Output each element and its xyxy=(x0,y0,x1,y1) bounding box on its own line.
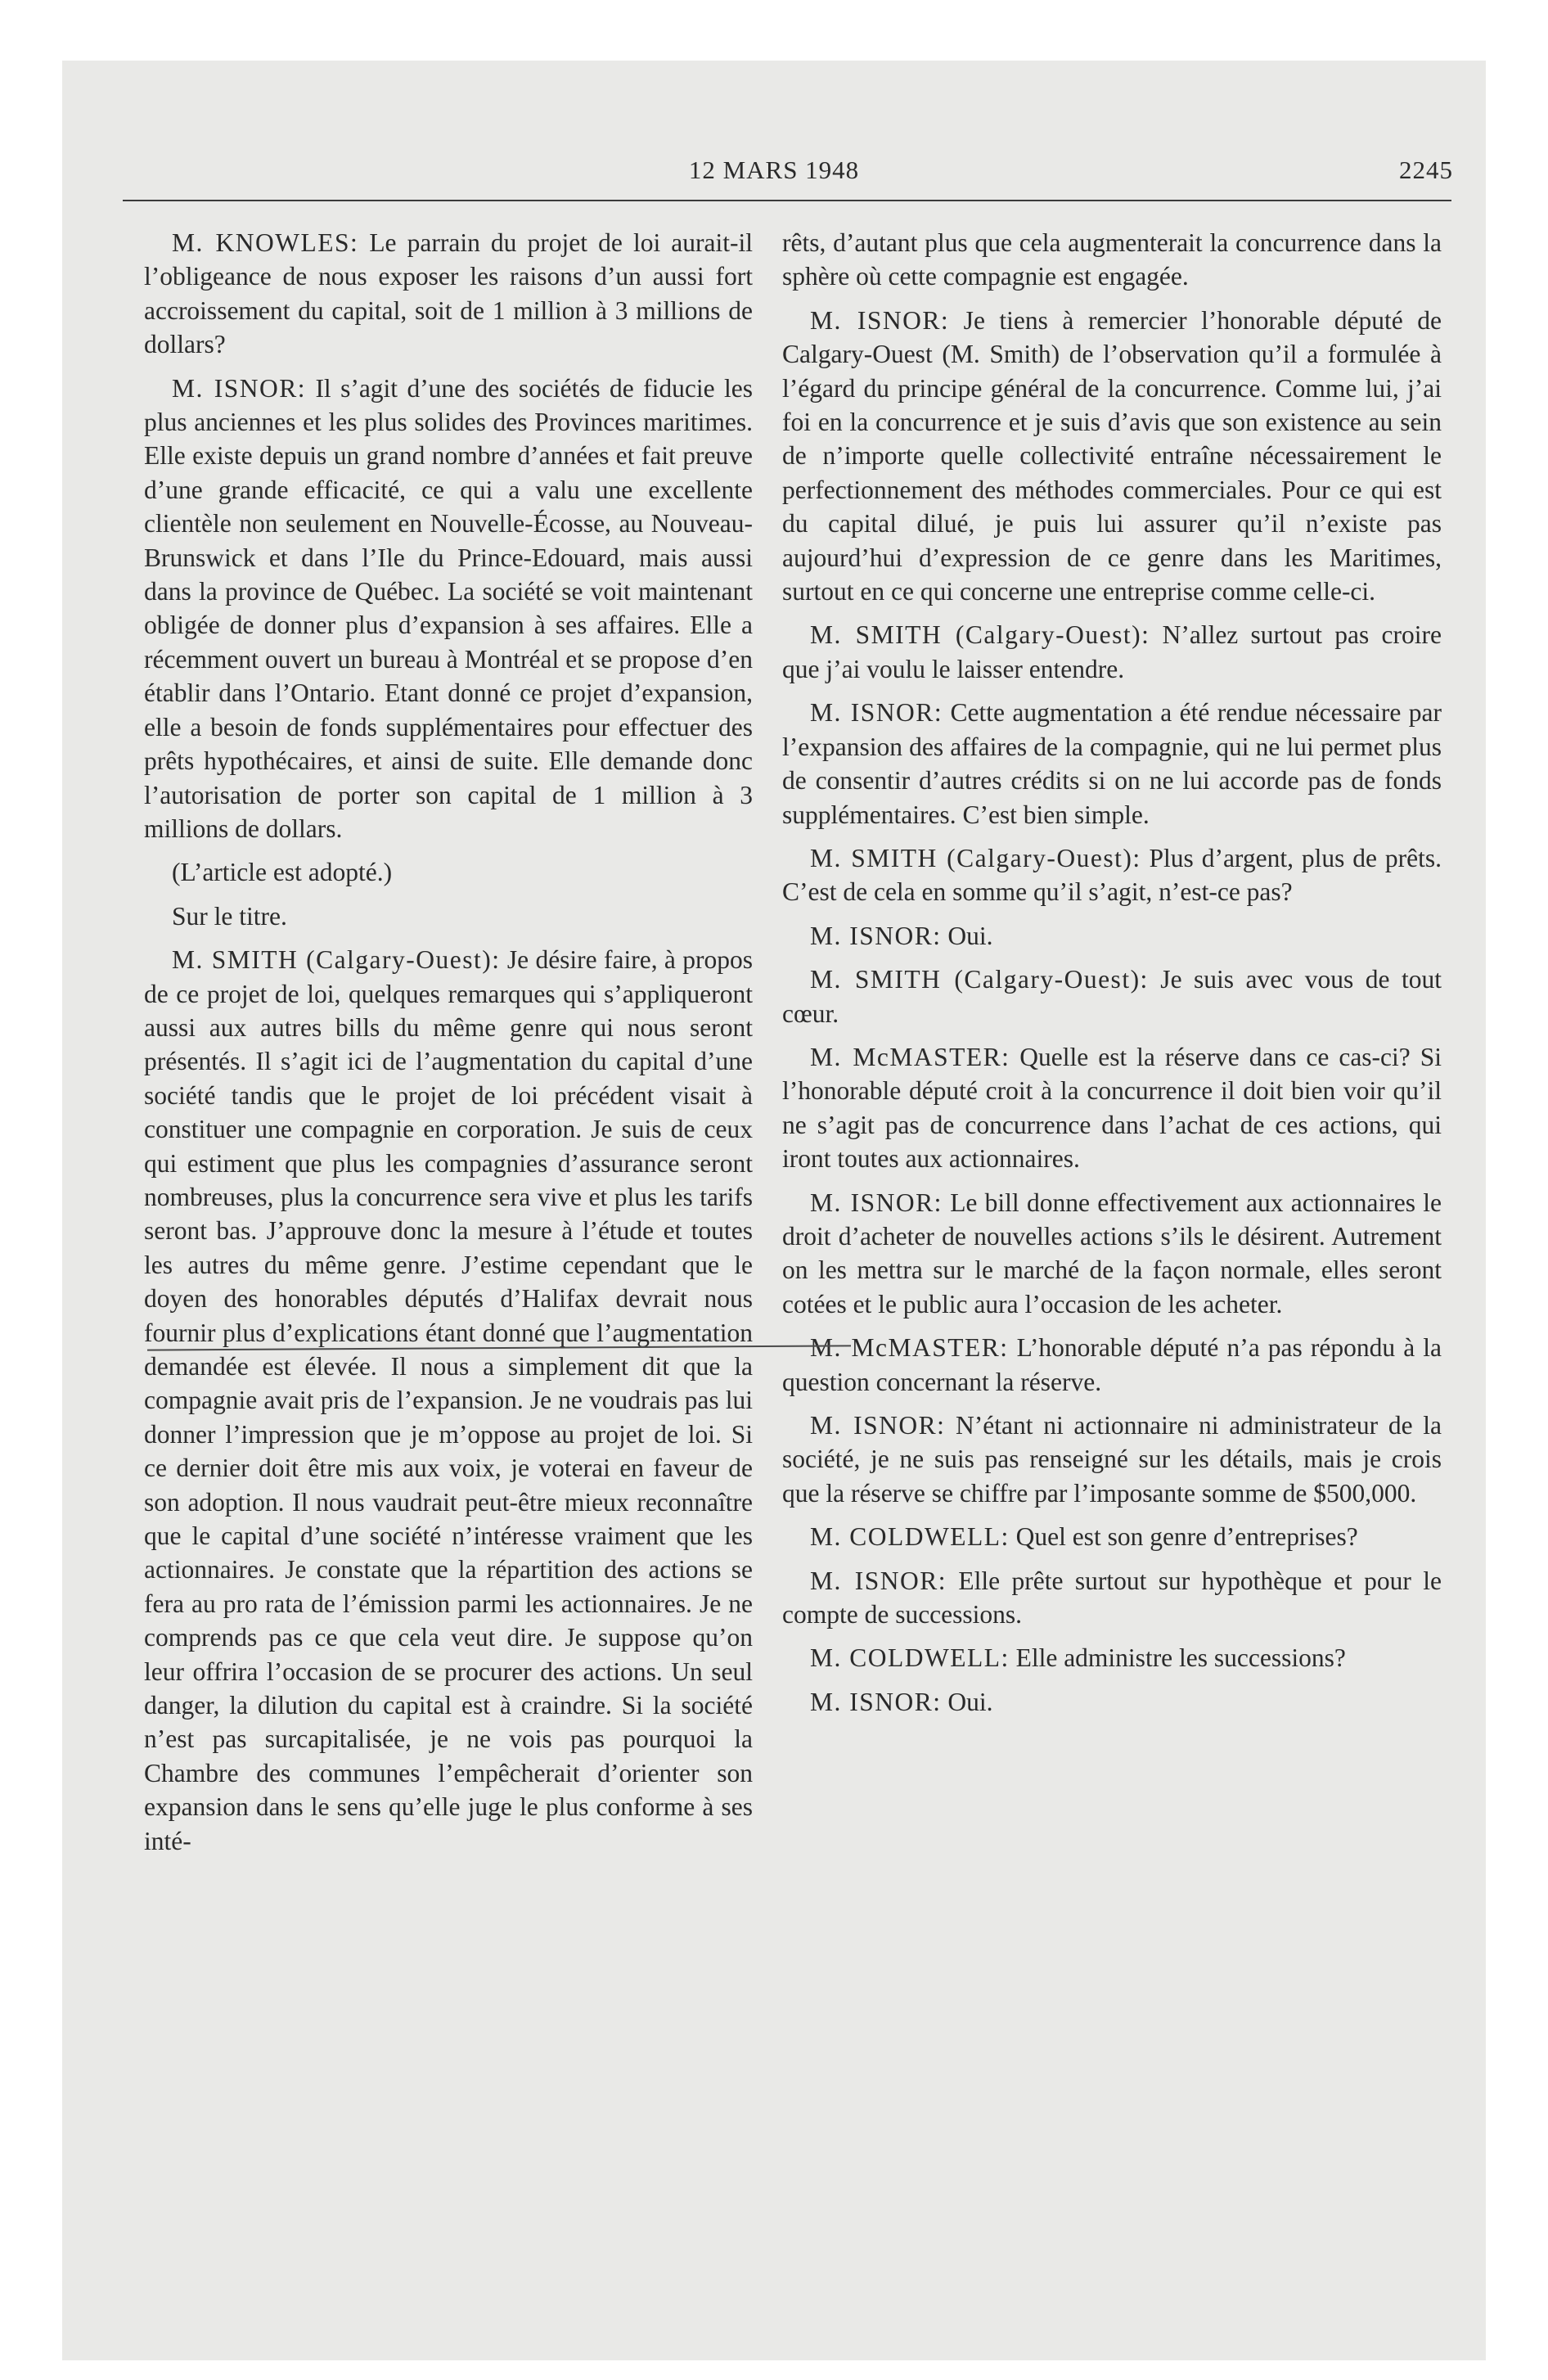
paragraph-text: Quelle est la réserve dans ce cas-ci? Si l’honorable député croit à la concurrence il doit bien voir qu’il ne s’agit pas de concurrence dans l’achat de ces actions, qui iront toutes aux actionnaires. xyxy=(782,1042,1442,1174)
header-rule xyxy=(123,200,1451,201)
paragraph xyxy=(144,943,753,1858)
speaker-name: M. SMITH (Calgary-Ouest): xyxy=(810,843,1141,872)
paragraph xyxy=(782,1685,1442,1719)
speaker-name: M. ISNOR: xyxy=(810,1411,946,1440)
paragraph xyxy=(782,1520,1442,1553)
paragraph-text: Il s’agit d’une des sociétés de fiducie les plus anciennes et les plus solides des Provinces maritimes. Elle existe depuis un grand nombre d’années et fait preuve d’une grande efficacité, ce qui a valu une excellente clientèle non seulement en Nouvelle-Écosse, au Nouveau-Brunswick et dans l’Ile du Prince-Edouard, mais aussi dans la province de Québec. La société se voit maintenant obligée de donner plus d’expansion à ses affaires. Elle a récemment ouvert un bureau à Montréal et se propose d’en établir dans l’Ontario. Etant donné ce projet d’expansion, elle a besoin de fonds supplémentaires pour effectuer des prêts hypothécaires, et ainsi de suite. Elle demande donc l’autorisation de porter son capital de 1 million à 3 millions de dollars. xyxy=(144,373,753,843)
paragraph xyxy=(782,1186,1442,1322)
paragraph-text: Sur le titre. xyxy=(172,901,287,931)
paragraph xyxy=(782,1331,1442,1399)
speaker-name: M. COLDWELL: xyxy=(810,1643,1010,1673)
paragraph-text: N’étant ni actionnaire ni administrateur de la société, je ne suis pas renseigné sur les détails, mais je crois que la réserve se chiffre par l’imposante somme de $500,000. xyxy=(782,1411,1442,1508)
paragraph-text: Je suis avec vous de tout cœur. xyxy=(782,965,1442,1028)
paragraph xyxy=(782,1564,1442,1632)
paragraph xyxy=(782,841,1442,909)
speaker-name: M. ISNOR: xyxy=(810,921,942,950)
speaker-name: M. SMITH (Calgary-Ouest): xyxy=(810,965,1149,994)
paragraph xyxy=(782,919,1442,953)
speaker-name: M. McMASTER: xyxy=(810,1333,1009,1363)
paragraph-text: Je désire faire, à propos de ce projet de loi, quelques remarques qui s’appliqueront aussi aux autres bills du même genre qui nous seront présentés. Il s’agit ici de l’augmentation du capital d’une société tandis que le projet de loi précédent visait à constituer une compagnie en corporation. Je suis de ceux qui estiment que plus les compagnies d’assurance seront nombreuses, plus la concurrence sera vive et plus les tarifs seront bas. J’approuve donc la mesure à l’étude et toutes les autres du même genre. J’estime cependant que le doyen des honorables députés d’Halifax devrait nous fournir plus d’explications étant donné que l’augmentation demandée est élevée. Il nous a simplement dit que la compagnie avait pris de l’expansion. Je ne voudrais pas lui donner l’impression que je m’oppose au projet de loi. Si ce dernier doit être mis aux voix, je voterai en faveur de son adoption. Il nous vaudrait peut-être mieux reconnaître que le capital d’une société n’intéresse vraiment que les actionnaires. Je constate que la répartition des actions se fera au pro rata de l’émission parmi les actionnaires. Je ne comprends pas ce que cela veut dire. Je suppose qu’on leur offrira l’occasion de se procurer des actions. Un seul danger, la dilution du capital est à craindre. Si la société n’est pas surcapitalisée, je ne vois pas pourquoi la Chambre des communes l’empêcherait d’orienter son expansion dans le sens qu’elle juge le plus conforme à ses inté- xyxy=(144,945,753,1855)
paragraph xyxy=(782,226,1442,294)
paragraph xyxy=(782,1040,1442,1176)
left-column xyxy=(144,226,753,1868)
page-header xyxy=(62,156,1486,188)
paragraph-text: Oui. xyxy=(941,921,993,950)
paragraph xyxy=(144,226,753,362)
paragraph-text: Je tiens à remercier l’honorable député de Calgary-Ouest (M. Smith) de l’observation qu’il a formulée à l’égard du principe général de la concurrence. Comme lui, j’ai foi en la concurrence et je suis d’avis que son existence au sein de n’importe quelle collectivité entraîne nécessairement le perfectionnement des méthodes commerciales. Pour ce qui est du capital dilué, je puis lui assurer qu’il n’existe pas aujourd’hui d’expression de ce genre dans les Maritimes, surtout en ce qui concerne une entreprise comme celle-ci. xyxy=(782,305,1442,606)
paragraph-text: Quel est son genre d’entreprises? xyxy=(1009,1522,1358,1552)
speaker-name: M. ISNOR: xyxy=(810,1566,947,1595)
paragraph xyxy=(782,304,1442,609)
paragraph-text: N’allez surtout pas croire que j’ai voulu le laisser entendre. xyxy=(782,620,1442,683)
paragraph-text: rêts, d’autant plus que cela augmenterait la concurrence dans la sphère où cette compagnie est engagée. xyxy=(782,228,1442,291)
page-scan xyxy=(62,61,1486,2360)
paragraph xyxy=(144,899,753,933)
speaker-name: M. KNOWLES: xyxy=(172,228,359,257)
paragraph xyxy=(144,855,753,889)
speaker-name: M. COLDWELL: xyxy=(810,1522,1010,1552)
paragraph xyxy=(782,962,1442,1030)
speaker-name: M. ISNOR: xyxy=(810,305,950,335)
speaker-name: M. SMITH (Calgary-Ouest): xyxy=(810,620,1150,650)
speaker-name: M. ISNOR: xyxy=(810,1687,942,1716)
paragraph-text: Oui. xyxy=(941,1687,993,1716)
paragraph-text: L’honorable député n’a pas répondu à la question concernant la réserve. xyxy=(782,1333,1442,1396)
paragraph xyxy=(144,372,753,846)
paragraph-text: Plus d’argent, plus de prêts. C’est de cela en somme qu’il s’agit, n’est-ce pas? xyxy=(782,843,1442,907)
paragraph-text: Cette augmentation a été rendue nécessaire par l’expansion des affaires de la compagnie, qui ne lui permet plus de consentir d’autres crédits si on ne lui accorde pas de fonds supplémentaires. C’est bien simple. xyxy=(782,698,1442,829)
paragraph xyxy=(782,1641,1442,1675)
paragraph-text: Le bill donne effectivement aux actionnaires le droit d’acheter de nouvelles actions s’ils le désirent. Autrement on les mettra sur le marché de la façon normale, elles seront cotées et le public aura l’occasion de les acheter. xyxy=(782,1188,1442,1318)
paragraph xyxy=(782,1409,1442,1510)
paragraph-text: Le parrain du projet de loi aurait-il l’obligeance de nous exposer les raisons d’un aussi fort accroissement du capital, soit de 1 million à 3 millions de dollars? xyxy=(144,228,753,359)
paragraph xyxy=(782,618,1442,686)
paragraph-text: Elle prête surtout sur hypothèque et pour le compte de successions. xyxy=(782,1566,1442,1629)
speaker-name: M. ISNOR: xyxy=(172,373,307,403)
paragraph xyxy=(782,696,1442,832)
speaker-name: M. ISNOR: xyxy=(810,698,943,728)
speaker-name: M. McMASTER: xyxy=(810,1042,1010,1071)
paragraph-text: Elle administre les successions? xyxy=(1009,1643,1346,1673)
speaker-name: M. SMITH (Calgary-Ouest): xyxy=(172,945,501,975)
paragraph-text: (L’article est adopté.) xyxy=(172,858,393,887)
header-date: 12 MARS 1948 xyxy=(688,156,860,184)
page-number: 2245 xyxy=(1399,156,1453,184)
speaker-name: M. ISNOR: xyxy=(810,1188,943,1217)
right-column xyxy=(782,226,1442,1729)
